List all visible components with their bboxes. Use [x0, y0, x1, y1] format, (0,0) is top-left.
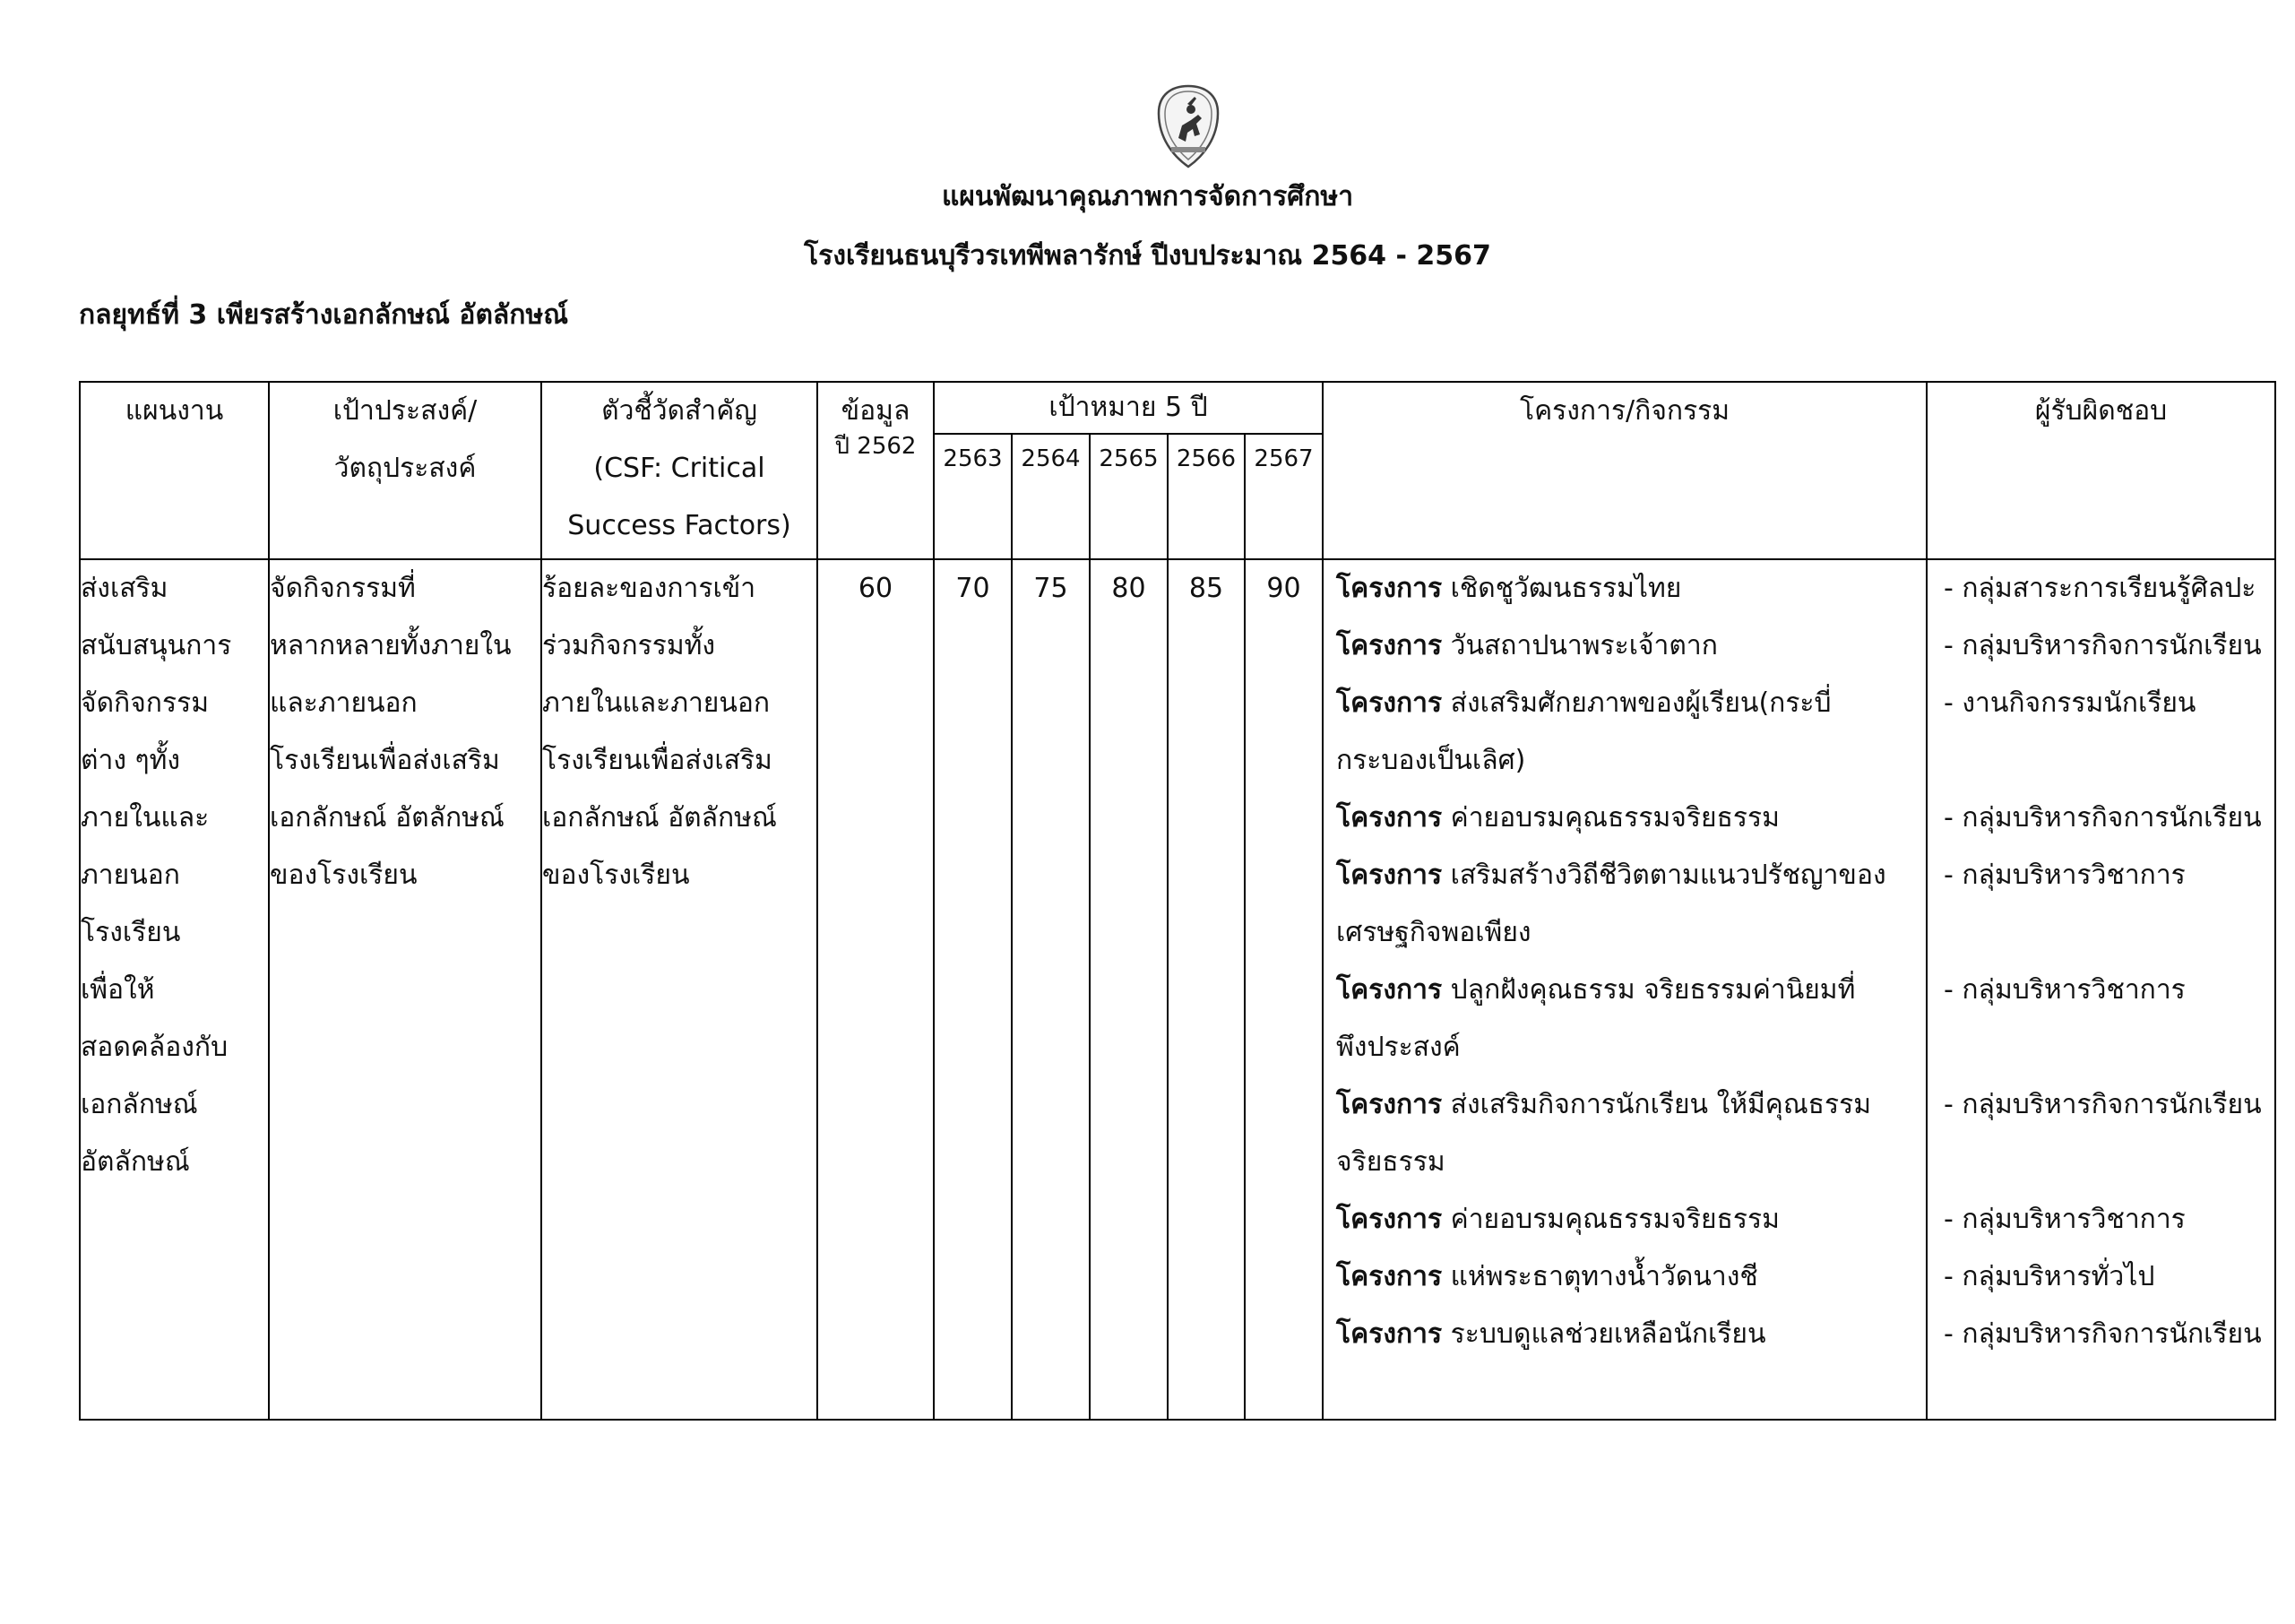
- project-keyword: โครงการ: [1336, 1089, 1443, 1120]
- project-text: เศรษฐกิจพอเพียง: [1336, 917, 1531, 948]
- project-keyword: โครงการ: [1336, 687, 1443, 719]
- responsible-line: - กลุ่มสาระการเรียนรู้ศิลปะ: [1944, 573, 2256, 604]
- header-five-year-target: เป้าหมาย 5 ปี: [934, 382, 1323, 434]
- project-line: [1324, 560, 1926, 618]
- responsible-line: - กลุ่มบริหารกิจการนักเรียน: [1944, 802, 2262, 834]
- header-csf: ตัวชี้วัดสำคัญ (CSF: Critical Success Factors): [541, 382, 817, 559]
- project-text: จริยธรรม: [1336, 1146, 1445, 1178]
- project-text: กระบองเป็นเลิศ): [1336, 745, 1526, 776]
- projects-cell: [1323, 559, 1927, 1420]
- project-keyword: โครงการ: [1336, 573, 1443, 604]
- project-line: [1324, 1134, 1926, 1191]
- document-title: แผนพัฒนาคุณภาพการจัดการศึกษา: [941, 181, 1354, 212]
- project-line: [1324, 732, 1926, 790]
- project-text: ส่งเสริมศักยภาพของผู้เรียน(กระบี่: [1442, 687, 1832, 719]
- responsible-line: - กลุ่มบริหารกิจการนักเรียน: [1944, 1089, 2262, 1120]
- project-text: ค่ายอบรมคุณธรรมจริยธรรม: [1442, 1204, 1780, 1235]
- header-year-2564: 2564: [1012, 434, 1090, 559]
- project-keyword: โครงการ: [1336, 974, 1443, 1006]
- responsible-line: [1928, 904, 2274, 962]
- project-keyword: โครงการ: [1336, 630, 1443, 661]
- project-line: [1324, 1191, 1926, 1248]
- project-line: [1324, 904, 1926, 962]
- target-2565: 80: [1090, 559, 1168, 1420]
- project-text: แห่พระธาตุทางน้ำวัดนางชี: [1442, 1261, 1758, 1292]
- project-keyword: โครงการ: [1336, 802, 1443, 834]
- header-projects: โครงการ/กิจกรรม: [1323, 382, 1927, 559]
- header-year-2567: 2567: [1245, 434, 1323, 559]
- project-text: ระบบดูแลช่วยเหลือนักเรียน: [1442, 1318, 1766, 1350]
- project-line: [1324, 1076, 1926, 1134]
- project-keyword: โครงการ: [1336, 1204, 1443, 1235]
- project-line: [1324, 790, 1926, 847]
- document-subtitle: โรงเรียนธนบุรีวรเทพีพลารักษ์ ปีงบประมาณ 2564 - 2567: [804, 240, 1491, 272]
- plan-table: [79, 381, 2276, 1421]
- strategy-heading: กลยุทธ์ที่ 3 เพียรสร้างเอกลักษณ์ อัตลักษณ์: [79, 299, 569, 331]
- header-year-2565: 2565: [1090, 434, 1168, 559]
- responsible-line: - กลุ่มบริหารกิจการนักเรียน: [1944, 1318, 2262, 1350]
- csf-cell: ร้อยละของการเข้า ร่วมกิจกรรมทั้ง ภายในและภายนอก โรงเรียนเพื่อส่งเสริม เอกลักษณ์ อัตลักษณ์ ของโรงเรียน: [541, 559, 817, 1420]
- project-text: เสริมสร้างวิถีชีวิตตามแนวปรัชญาของ: [1442, 860, 1886, 891]
- responsible-line: [1928, 1134, 2274, 1191]
- project-text: ส่งเสริมกิจการนักเรียน ให้มีคุณธรรม: [1442, 1089, 1871, 1120]
- responsible-line: - กลุ่มบริหารกิจการนักเรียน: [1944, 630, 2262, 661]
- project-text: ปลูกฝังคุณธรรม จริยธรรมค่านิยมที่: [1442, 974, 1856, 1006]
- plan-cell: ส่งเสริม สนับสนุนการ จัดกิจกรรม ต่าง ๆทั้ง ภายในและ ภายนอก โรงเรียน เพื่อให้ สอดคล้องกับ เอกลักษณ์ อัตลักษณ์: [80, 559, 269, 1420]
- project-line: [1324, 847, 1926, 904]
- project-line: [1324, 1306, 1926, 1363]
- project-keyword: โครงการ: [1336, 860, 1443, 891]
- project-line: [1324, 962, 1926, 1019]
- responsible-line: - กลุ่มบริหารวิชาการ: [1944, 974, 2186, 1006]
- project-text: วันสถาปนาพระเจ้าตาก: [1442, 630, 1718, 661]
- header-year-2566: 2566: [1168, 434, 1245, 559]
- project-text: ค่ายอบรมคุณธรรมจริยธรรม: [1442, 802, 1780, 834]
- header-responsible: ผู้รับผิดชอบ: [1927, 382, 2275, 559]
- header-plan: แผนงาน: [80, 382, 269, 559]
- project-text: พึงประสงค์: [1336, 1032, 1461, 1063]
- target-2564: 75: [1012, 559, 1090, 1420]
- header-goal: เป้าประสงค์/ วัตถุประสงค์: [269, 382, 541, 559]
- header-baseline: ข้อมูล ปี 2562: [817, 382, 934, 559]
- responsible-line: [1928, 1019, 2274, 1076]
- responsible-line: - กลุ่มบริหารวิชาการ: [1944, 860, 2186, 891]
- header-year-2563: 2563: [934, 434, 1012, 559]
- target-2567: 90: [1245, 559, 1323, 1420]
- responsible-line: [1928, 732, 2274, 790]
- project-line: [1324, 1019, 1926, 1076]
- baseline-value: 60: [817, 559, 934, 1420]
- project-line: [1324, 1248, 1926, 1306]
- responsible-line: - กลุ่มบริหารทั่วไป: [1944, 1261, 2155, 1292]
- project-keyword: โครงการ: [1336, 1261, 1443, 1292]
- project-line: [1324, 675, 1926, 732]
- goal-cell: จัดกิจกรรมที่ หลากหลายทั้งภายใน และภายนอก โรงเรียนเพื่อส่งเสริม เอกลักษณ์ อัตลักษณ์ ของโรงเรียน: [269, 559, 541, 1420]
- target-2566: 85: [1168, 559, 1245, 1420]
- school-seal-logo: [1152, 82, 1225, 172]
- target-2563: 70: [934, 559, 1012, 1420]
- responsible-line: - งานกิจกรรมนักเรียน: [1944, 687, 2196, 719]
- project-keyword: โครงการ: [1336, 1318, 1443, 1350]
- project-line: [1324, 618, 1926, 675]
- project-text: เชิดชูวัฒนธรรมไทย: [1442, 573, 1682, 604]
- responsible-cell: [1927, 559, 2275, 1420]
- responsible-line: - กลุ่มบริหารวิชาการ: [1944, 1204, 2186, 1235]
